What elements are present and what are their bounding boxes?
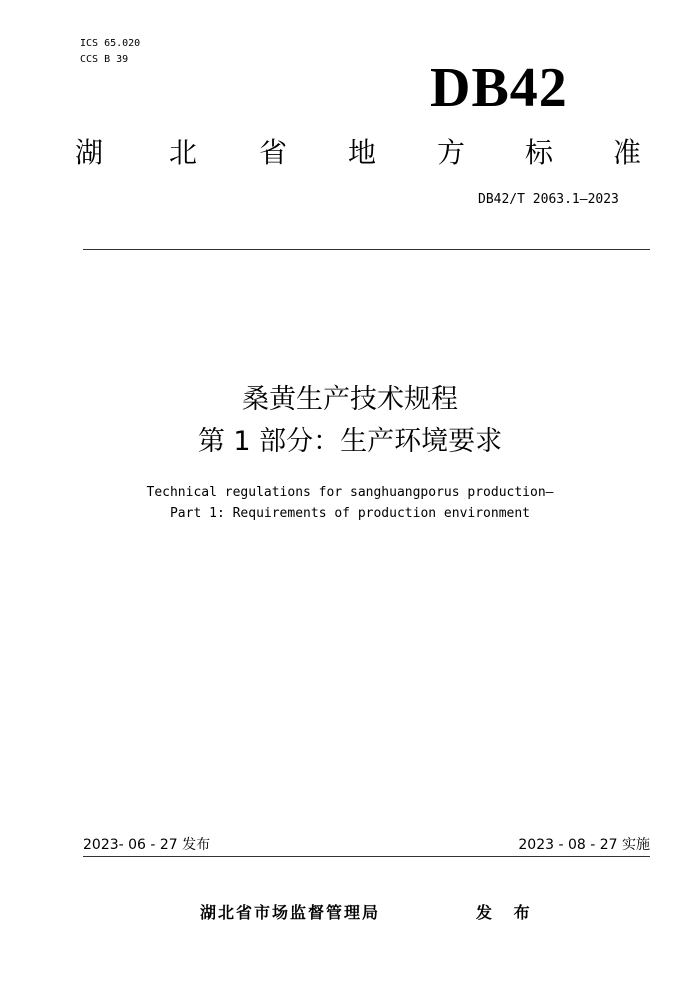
standard-type-char: 地 [348,136,377,169]
issue-date: 2023- 06 - 27 发布 [83,837,211,853]
chinese-title-line1: 桑黄生产技术规程 [242,384,458,415]
publisher-name: 湖北省市场监督管理局 [200,903,381,922]
standard-type-char: 方 [437,136,466,169]
db42-logo: DB42 [430,57,568,119]
standard-number: DB42/T 2063.1—2023 [478,192,619,207]
english-title-line2: Part 1: Requirements of production environment [169,506,531,521]
ics-code: ICS 65.020 [80,38,141,49]
classification-codes [80,36,140,68]
standard-type-char: 省 [259,136,288,169]
implementation-date: 2023 - 08 - 27 实施 [518,837,650,853]
standard-type-char: 湖 [75,136,104,169]
ccs-code: CCS B 39 [80,54,129,65]
standard-type-char: 准 [613,136,642,169]
standard-type-char: 标 [525,136,554,169]
english-title-line1: Technical regulations for sanghuangporus production— [146,485,554,500]
chinese-title-line2: 第 1 部分：生产环境要求 [197,426,503,457]
standard-type-char: 北 [169,136,198,169]
header-divider [83,249,650,250]
footer-divider [83,856,650,857]
publish-label: 发 布 [476,903,538,922]
